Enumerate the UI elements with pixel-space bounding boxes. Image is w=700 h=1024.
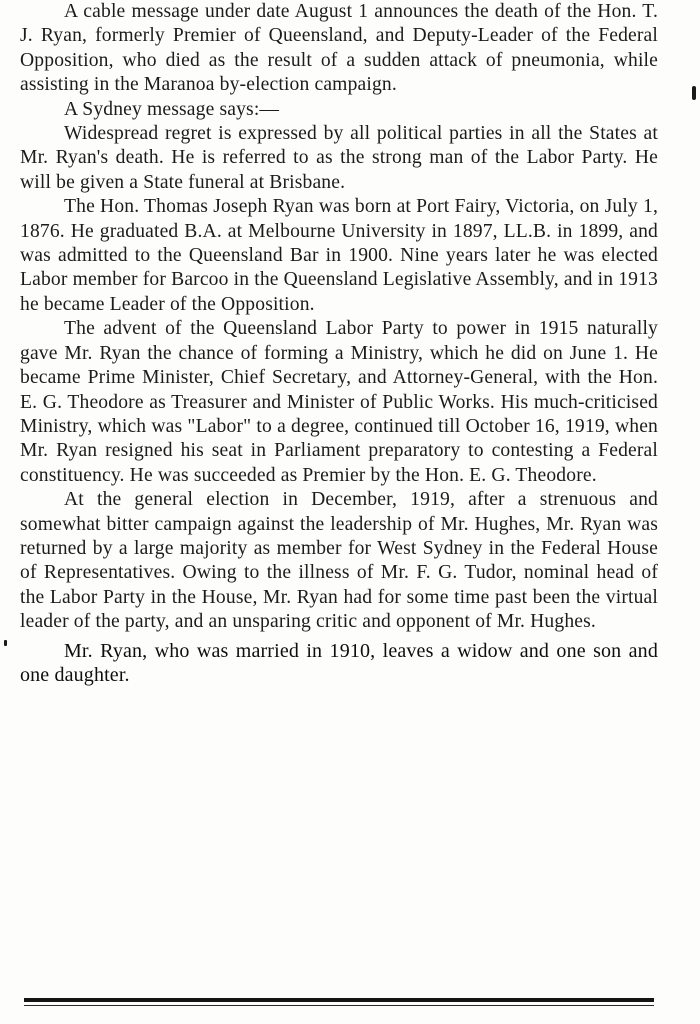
- article-paragraph-6: At the general election in December, 1919, after a strenuous and somewhat bitter campaign against the leadership of Mr. Hughes, Mr. Ryan was returned by a large majority as member for West Sydney in the Federal House of Representatives. Owing to the illness of Mr. F. G. Tudor, nominal head of the Labor Party in the House, Mr. Ryan had for some time past been the virtual leader of the party, and an unsparing critic and opponent of Mr. Hughes.: [20, 489, 658, 633]
- article-paragraph-4: The Hon. Thomas Joseph Ryan was born at Port Fairy, Victoria, on July 1, 1876. He graduated B.A. at Melbourne University in 1897, LL.B. in 1899, and was admitted to the Queensland Bar in 1900. Nine years later he was elected Labor member for Barcoo in the Queensland Legislative Assembly, and in 1913 he became Leader of the Opposition.: [20, 196, 658, 315]
- article-paragraph-3: Widespread regret is expressed by all political parties in all the States at Mr. Ryan's death. He is referred to as the strong man of the Labor Party. He will be given a State funeral at Brisbane.: [20, 123, 658, 193]
- article-paragraph-2: A Sydney message says:—: [64, 98, 280, 120]
- rule-thick-line: [24, 998, 654, 1002]
- margin-speck: [692, 86, 696, 100]
- obituary-article: [20, 0, 658, 687]
- closing-double-rule: [24, 998, 654, 1006]
- rule-thin-line: [24, 1005, 654, 1006]
- article-paragraph-1: A cable message under date August 1 announces the death of the Hon. T. J. Ryan, formerly Premier of Queensland, and Deputy-Leader of the Federal Opposition, who died as the result of a sudden attack of pneumonia, while assisting in the Maranoa by-election campaign.: [20, 1, 658, 96]
- article-paragraph-7: Mr. Ryan, who was married in 1910, leaves a widow and one son and one daughter.: [20, 639, 658, 686]
- article-paragraph-5: The advent of the Queensland Labor Party to power in 1915 naturally gave Mr. Ryan the chance of forming a Ministry, which he did on June 1. He became Prime Minister, Chief Secretary, and Attorney-General, with the Hon. E. G. Theodore as Treasurer and Minister of Public Works. His much-criticised Ministry, which was "Labor" to a degree, continued till October 16, 1919, when Mr. Ryan resigned his seat in Parliament preparatory to contesting a Federal constituency. He was succeeded as Premier by the Hon. E. G. Theodore.: [20, 318, 658, 486]
- margin-speck: [4, 640, 7, 646]
